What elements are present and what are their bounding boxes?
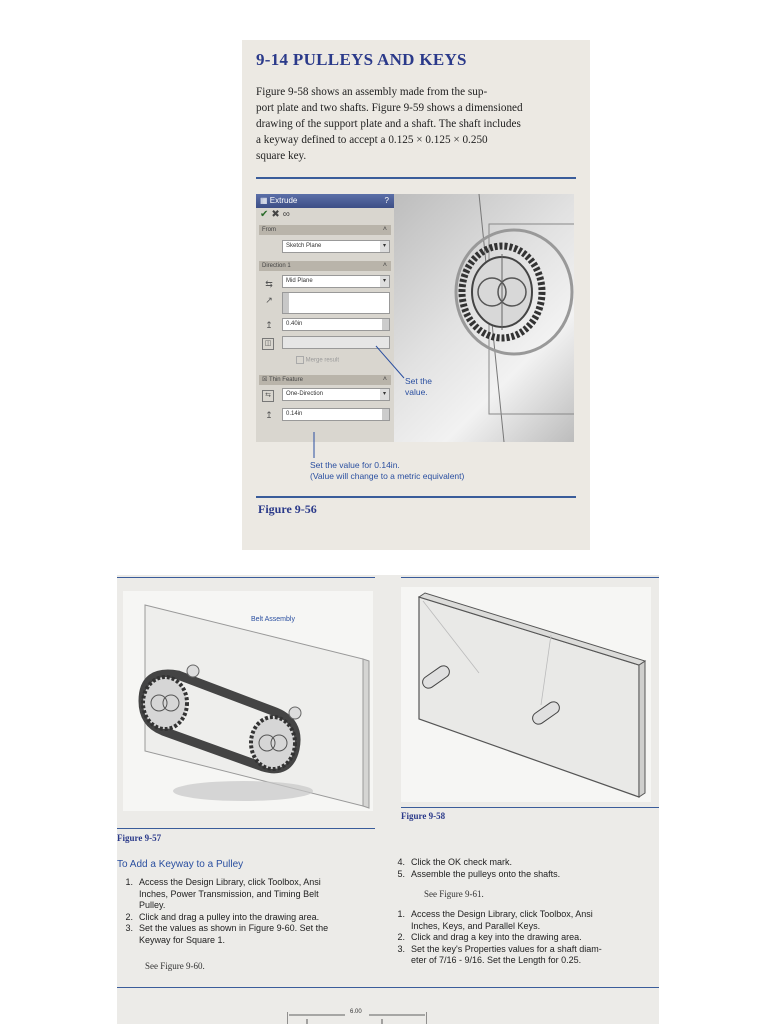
ok-check-icon[interactable]: ✔	[260, 209, 272, 220]
item-line: Click the OK check mark.	[411, 857, 513, 867]
collapse-icon[interactable]: ˄	[382, 376, 387, 383]
item-number: 4.	[397, 857, 405, 867]
procedure-list-right-b	[389, 909, 657, 967]
depth-icon: ↥	[265, 320, 273, 330]
paragraph-line: port plate and two shafts. Figure 9-59 shows a dimensioned	[256, 102, 523, 114]
extrude-icon: ▦	[260, 196, 268, 205]
end-condition-value: Mid Plane	[286, 278, 313, 284]
item-text	[411, 869, 657, 881]
list-item	[389, 857, 657, 869]
item-number: 3.	[125, 923, 133, 933]
collapse-icon[interactable]: ˄	[382, 226, 387, 233]
callout-line: Set the	[405, 376, 432, 386]
chevron-down-icon[interactable]: ▾	[380, 276, 389, 287]
set-value-callout	[405, 376, 432, 398]
item-number: 2.	[125, 911, 133, 922]
help-icon[interactable]: ?	[384, 196, 389, 205]
item-line: Access the Design Library, click Toolbox, Ansi	[411, 909, 593, 919]
list-item	[117, 912, 377, 924]
dimension-label: 6.00	[350, 1009, 362, 1015]
direction-arrow-icon[interactable]: ↗	[265, 295, 273, 305]
item-line: Inches, Keys, and Parallel Keys.	[411, 920, 541, 931]
item-line: eter of 7/16 - 9/16. Set the Length for 0.25.	[411, 955, 582, 965]
paragraph-line: Figure 9-58 shows an assembly made from the sup-	[256, 86, 488, 98]
item-text	[139, 923, 377, 946]
divider-rule	[117, 577, 375, 578]
item-text	[411, 944, 657, 967]
callout-leaders	[242, 40, 590, 510]
item-line: Pulley.	[139, 900, 166, 910]
procedure-title: To Add a Keyway to a Pulley	[117, 859, 244, 870]
checkbox-icon[interactable]: ☒	[262, 377, 268, 383]
detail-preview-icon[interactable]: ∞	[282, 209, 293, 220]
list-item	[117, 923, 377, 946]
reverse-icon[interactable]: ⇆	[262, 390, 274, 402]
callout-line: value.	[405, 387, 428, 397]
figure-57-image	[123, 591, 373, 811]
item-number: 3.	[397, 943, 405, 954]
item-text	[411, 932, 657, 944]
item-number: 5.	[397, 868, 405, 879]
figure-caption: Figure 9-58	[401, 811, 446, 821]
figure-58-image	[401, 587, 651, 802]
callout-line: Set the value for 0.14in.	[310, 460, 400, 470]
collapse-icon[interactable]: ˄	[382, 262, 387, 269]
paragraph-line: a keyway defined to accept a 0.125 × 0.125 × 0.250	[256, 134, 488, 146]
thickness-icon: ↥	[265, 410, 273, 420]
paragraph-line: square key.	[256, 150, 307, 162]
thin-type-value: One-Direction	[286, 391, 324, 397]
from-select-value: Sketch Plane	[286, 243, 322, 249]
divider-rule	[117, 987, 659, 988]
figure-caption: Figure 9-57	[117, 833, 162, 843]
chevron-down-icon[interactable]: ▾	[380, 241, 389, 252]
thin-header-label: Thin Feature	[268, 377, 303, 383]
list-item	[389, 932, 657, 944]
draft-icon[interactable]: ◫	[262, 338, 274, 350]
item-number: 2.	[397, 932, 405, 942]
figure-caption: Figure 9-56	[258, 502, 317, 516]
book-page-lower	[117, 575, 659, 1024]
item-line: Inches, Power Transmission, and Timing Belt	[139, 888, 319, 899]
direction-header-label: Direction 1	[262, 263, 291, 269]
item-line: Click and drag a pulley into the drawing area.	[139, 911, 320, 922]
item-text	[139, 877, 377, 912]
procedure-list-left	[117, 877, 377, 946]
item-line: Set the key's Properties values for a shaft diam-	[411, 943, 602, 954]
see-figure-note: See Figure 9-61.	[424, 889, 484, 899]
set-014-callout	[310, 460, 464, 482]
procedure-list-right-a	[389, 857, 657, 880]
item-line: Click and drag a key into the drawing area.	[411, 932, 582, 942]
item-line: Keyway for Square 1.	[139, 934, 226, 945]
divider-rule	[401, 807, 659, 808]
item-text	[411, 909, 657, 932]
item-line: Access the Design Library, click Toolbox, Ansi	[139, 877, 321, 887]
list-item	[389, 944, 657, 967]
paragraph-line: drawing of the support plate and a shaft. The shaft includes	[256, 118, 521, 130]
list-item	[389, 909, 657, 932]
divider-rule	[401, 577, 659, 578]
chevron-down-icon[interactable]: ▾	[380, 389, 389, 400]
reverse-direction-icon[interactable]: ⇆	[265, 279, 273, 289]
cancel-x-icon[interactable]: ✖	[271, 209, 283, 220]
extrude-title: Extrude	[269, 196, 298, 205]
support-plate-graphic	[401, 587, 651, 802]
item-line: Assemble the pulleys onto the shafts.	[411, 868, 561, 879]
see-figure-note: See Figure 9-60.	[145, 961, 205, 971]
from-header-label: From	[262, 227, 276, 233]
item-text	[411, 857, 657, 869]
divider-rule	[117, 828, 375, 829]
book-page-upper	[242, 40, 590, 550]
list-item	[117, 877, 377, 912]
belt-assembly-label: Belt Assembly	[251, 616, 295, 623]
depth-input-value: 0.40in	[286, 321, 303, 327]
item-number: 1.	[397, 909, 405, 919]
section-title: 9-14 PULLEYS AND KEYS	[256, 50, 467, 69]
item-number: 1.	[125, 877, 133, 887]
belt-assembly-graphic	[123, 591, 373, 811]
callout-line: (Value will change to a metric equivalent)	[310, 471, 465, 481]
thickness-input-value: 0.14in	[286, 411, 303, 417]
divider-rule	[256, 496, 576, 498]
item-line: Set the values as shown in Figure 9-60. Set the	[139, 923, 329, 933]
merge-result-label: Merge result	[305, 357, 340, 364]
list-item	[389, 869, 657, 881]
item-text	[139, 912, 377, 924]
